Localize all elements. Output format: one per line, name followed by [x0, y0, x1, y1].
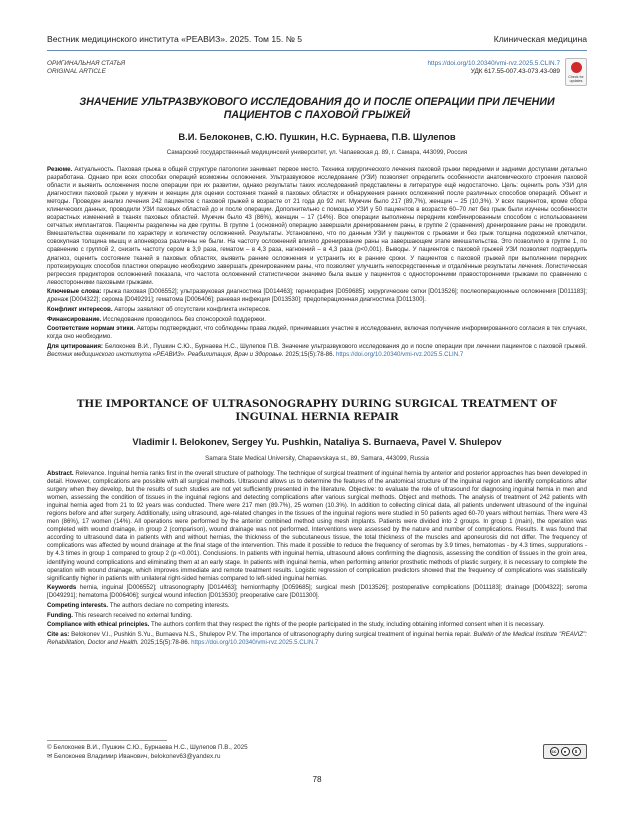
citation-en: Cite as: Belokonev V.I., Pushkin S.Yu., Burnaeva N.S., Shulepov P.V. The importance of ultrasonography during surgical treatment of inguinal hernia repair. Bulletin of the Medical Institute "REAVIZ": Rehabilitation, Doctor and Health. 2025;15(5):78-86. https://doi.org/10.20340/vmi-rvz.2025.5.CLIN.7 — [47, 630, 587, 646]
check-for-updates-badge[interactable] — [565, 58, 587, 86]
affiliation-en: Samara State Medical University, Chapaevskaya st., 89, Samara, 443099, Russia — [205, 455, 429, 462]
affiliation-ru: Самарский государственный медицинский университет, ул. Чапаевская д. 89, г. Самара, 443099, Россия — [166, 149, 468, 156]
title-en: THE IMPORTANCE OF ULTRASONOGRAPHY DURING SURGICAL TREATMENT OF INGUINAL HERNIA REPAIR — [76, 398, 558, 424]
by-icon: ● — [561, 747, 570, 756]
abstract-ru-block — [47, 166, 587, 361]
title-ru: ЗНАЧЕНИЕ УЛЬТРАЗВУКОВОГО ИССЛЕДОВАНИЯ ДО И ПОСЛЕ ОПЕРАЦИИ ПРИ ЛЕЧЕНИИ ПАЦИЕНТОВ С ПАХОВОЙ ГРЫЖЕЙ — [79, 96, 555, 122]
udc-code: УДК 617.55-007.43-073.43-089 — [470, 68, 560, 76]
ethics-en: Compliance with ethical principles. The authors confirm that they respect the rights of the people participated in the study, including obtaining informed consent when it is necessary. — [47, 621, 545, 629]
funding-ru: Финансирование. Исследование проводилось без спонсорской поддержки. — [47, 315, 266, 323]
section-name: Клиническая медицина — [493, 34, 587, 44]
abstract-ru: Резюме. Актуальность. Паховая грыжа в общей структуре патологии занимает первое место. Техника хирургического лечения паховой грыжи передними и задними доступами детально разработана. Однако при всех способах операций возможны осложнения. Ультразвуковое исследование (УЗИ) позволяет определить особенности анатомического строения паховой области и выявить осложнения после операции при их развитии, однако результаты таких исследований представлены в литературе ещё недостаточно. Цель: оценить роль УЗИ для диагностики паховой грыжи у мужчин и женщин для оценки состояния тканей в паховых областях и обнаружения ранних осложнений после различных способов операций. Объект и методы. Проведен анализ лечения 242 пациентов с паховой грыжей в возрасте от 21 года до 92 лет. Мужчин было 217 (89,7%), женщин – 25 (10,3%). У всех пациентов, кроме сбора клинических данных, проводили УЗИ паховых областей до и после операции. Дополнительно с помощью УЗИ у 50 пациентов в возрасте 60–70 лет без грыж были изучены особенности возрастных изменений в тканях паховых областей. Мужчин было 43 (86%), женщин – 17 (14%). Все операции выполнены передним комбинированным способом с использованием сетчатых имплантатов. Пациенты разделены на две группы. В группе 1 (основной) операцию завершали дренированием раны, в группе 2 (сравнения) дренирование раны не проводили. Вмешательства оценивали по характеру и количеству осложнений. Результаты. Установлено, что по данным УЗИ у пациентов с грыжами и без грыж толщина подкожной клетчатки, совокупная толщина мышц и апоневроза различны не были. На частоту осложнений влияло дренирование раны на завершающем этапе вмешательства. Это позволило в группе 1, по сравнению с группой 2, снизить частоту сером в 3,9 раза, гематом – в 4,3 раза, нагноений – в 4,3 раза (p<0,001). Выводы. У пациентов с паховой грыжей УЗИ позволяет подтвердить диагноз, оценить состояние тканей в паховых областях, выявить ранние осложнения и устранить их в ранние сроки. У пациентов с паховой грыжей при выполнении передних протезирующих способов пластики операцию необходимо завершать дренированием раны, что позволяет улучшить непосредственные и отдалённые результаты лечения. Логистическая регрессия предикторов осложнений показала, что частота осложнений статистически значимо была выше у пациентов с односторонними правосторонними грыжами по сравнению с левосторонними паховыми грыжами. — [47, 166, 587, 286]
citation-ru: Для цитирования: Белоконев В.И., Пушкин С.Ю., Бурнаева Н.С., Шулепов П.В. Значение ультразвукового исследования до и после операции при лечении пациентов с паховой грыжей. Вестник медицинского института «РЕАВИЗ». Реабилитация, Врач и Здоровье. 2025;15(5):78-86. https://doi.org/10.20340/vmi-rvz.2025.5.CLIN.7 — [47, 342, 587, 358]
authors-ru: В.И. Белоконев, С.Ю. Пушкин, Н.С. Бурнаева, П.В. Шулепов — [178, 131, 456, 142]
abstract-en: Abstract. Relevance. Inguinal hernia ranks first in the overall structure of pathology. The technique of surgical treatment of inguinal hernia by anterior and posterior approaches has been developed in detail. However, complications are possible with all surgical methods. Ultrasound allows us to determine the features of the anatomical structure of the inguinal region and identify complications after surgery when they develop, but the results of such studies are not yet sufficiently presented in the literature. Objective: to evaluate the role of ultrasound for diagnosing inguinal hernia in men and women, assessing the condition of tissues in the inguinal regions and detecting complications after various surgical methods. Object and methods. The analysis of treatment of 242 patients with inguinal hernia aged from 21 to 92 years was conducted. There were 217 men (89.7%), 25 women (10.3%). In addition to collecting clinical data, all patients underwent ultrasound of the inguinal regions before and after surgery. Additionally, using ultrasound, age-related changes in the tissues of the inguinal regions were studied in 50 patients aged 60-70 years without hernias. There were 43 men (86%), 17 women (14%). All operations were performed by the anterior combined method using mesh implants. Patients were divided into 2 groups. In group 1 (main), the operation was completed with wound drainage, in group 2 (comparison), wound drainage was not performed. Interventions were assessed by the nature and number of complications. Results. It was found that according to ultrasound data in patients with and without hernias, the thickness of the subcutaneous tissue, the total thickness of the muscles and aponeurosis did not differ. The frequency of complications was affected by wound drainage at the final stage of the intervention. This made it possible to reduce the frequency of seromas by 3.9 times, hematomas - by 4.3 times, suppurations - by 4.3 times in group 1 compared to group 2 (p <0.001). Conclusions. In patients with inguinal hernia, ultrasound allows confirming the diagnosis, assessing the condition of tissues in the groin area, identifying wound complications and eliminating them at an early stage. In patients with inguinal hernia, when performing anterior prosthetic methods of plastic surgery, it is necessary to complete the operation with wound drainage, which improves immediate and remote treatment results. Logistic regression of complication predictors showed that the frequency of complications was statistically significantly higher in patients with unilateral right-sided hernias compared to left-sided inguinal hernias. — [47, 470, 587, 582]
funding-en: Funding. This research received no external funding. — [47, 611, 193, 619]
footer-notes — [47, 744, 248, 761]
ethics-ru: Соответствие нормам этики. Авторы подтверждают, что соблюдены права людей, принимавших участие в исследовании, включая получение информированного согласия в тех случаях, когда оно необходимо. — [47, 325, 587, 341]
article-type-en: ORIGINAL ARTICLE — [47, 68, 106, 76]
header-rule — [47, 50, 587, 51]
coi-ru: Конфликт интересов. Авторы заявляют об отсутствии конфликта интересов. — [47, 305, 271, 313]
copyright-line: © Белоконев В.И., Пушкин С.Ю., Бурнаева Н.С., Шулепов П.В., 2025 — [47, 744, 248, 751]
article-type-ru: ОРИГИНАЛЬНАЯ СТАТЬЯ — [47, 60, 126, 67]
page-number: 78 — [312, 775, 322, 784]
cc-license-badge[interactable] — [543, 744, 587, 759]
footer-rule — [47, 740, 167, 741]
abstract-en-block — [47, 470, 587, 649]
cc-icon: cc — [550, 747, 559, 756]
keywords-en: Keywords hernia, inguinal [D006552]; ultrasonography [D014463]; herniorrhaphy [D059685]; surgical mesh [D013526]; postoperative complications [D011183]; drainage [D004322]; seroma [D049291]; hematoma [D006406]; surgical wound infection [D013530]; preoperative care [D011300]. — [47, 584, 587, 600]
citation-ru-doi[interactable]: https://doi.org/10.20340/vmi-rvz.2025.5.CLIN.7 — [335, 351, 464, 358]
nc-icon: $ — [572, 747, 581, 756]
contact-line: ✉ Белоконев Владимир Иванович, belokonev63@yandex.ru — [47, 752, 221, 760]
keywords-ru: Ключевые слова: грыжа паховая [D006552]; ультразвуковая диагностика [D014463]; герниорафия [D059685]; хирургические сетки [D013526]; послеоперационные осложнения [D011183]; дренаж [D004322]; серома [D049291]; гематома [D006406]; раневая инфекция [D013530]; предоперационная диагностика [D011300]. — [47, 288, 587, 304]
check-updates-label: Check for updates — [568, 74, 584, 83]
coi-en: Competing interests. The authors declare no competing interests. — [47, 601, 230, 609]
doi-link[interactable]: https://doi.org/10.20340/vmi-rvz.2025.5.CLIN.7 — [427, 60, 560, 67]
running-header — [47, 34, 587, 44]
check-updates-icon — [571, 62, 582, 73]
authors-en: Vladimir I. Belokonev, Sergey Yu. Pushkin, Nataliya S. Burnaeva, Pavel V. Shulepov — [132, 436, 502, 447]
citation-en-doi[interactable]: https://doi.org/10.20340/vmi-rvz.2025.5.CLIN.7 — [191, 638, 319, 646]
journal-name: Вестник медицинского института «РЕАВИЗ». 2025. Том 15. № 5 — [47, 34, 303, 44]
article-ids — [428, 60, 561, 77]
article-type — [47, 60, 125, 77]
